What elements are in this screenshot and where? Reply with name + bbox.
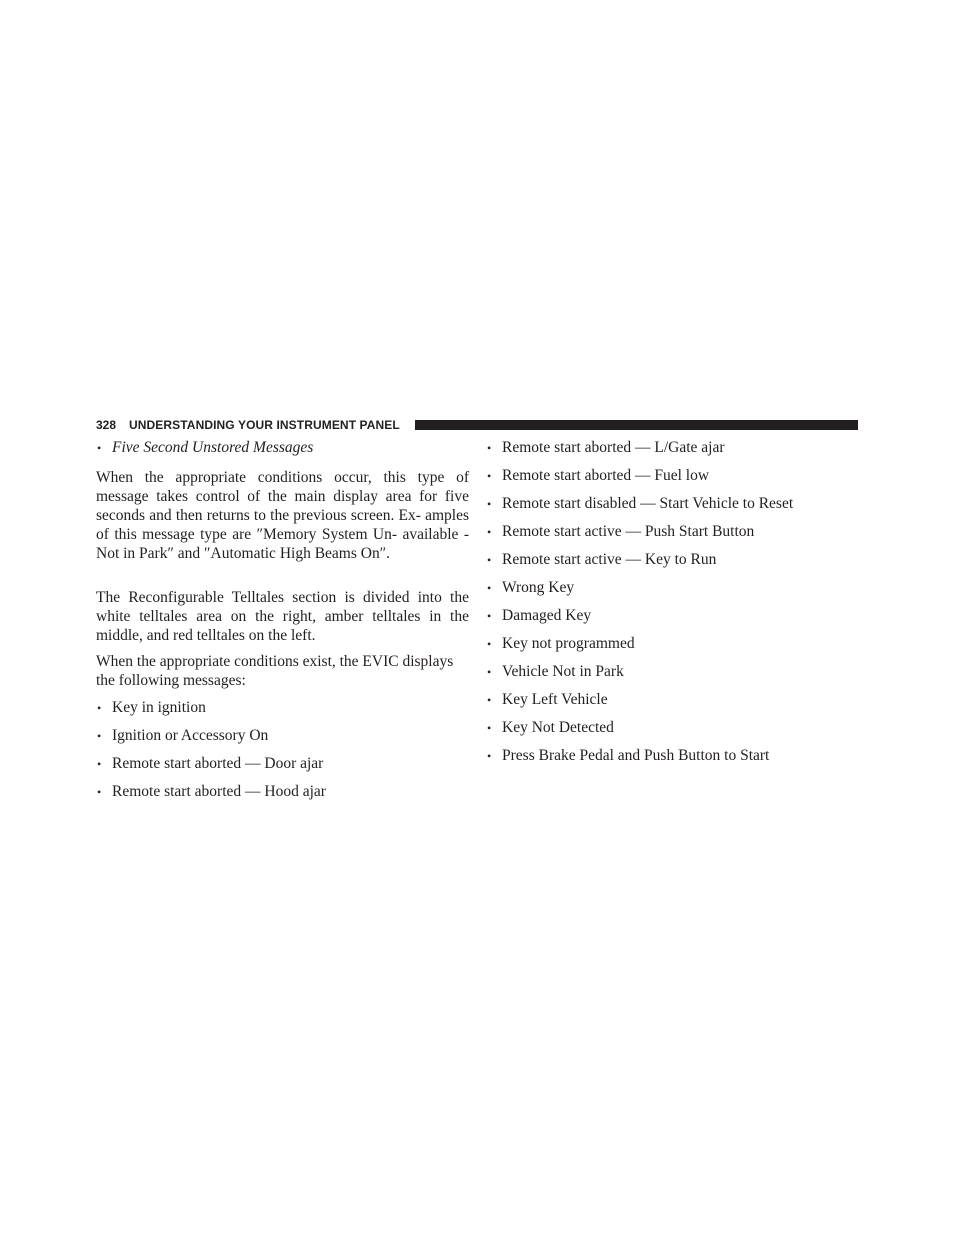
left-message-list <box>96 697 469 809</box>
header-rule-bar <box>415 420 858 430</box>
bullet-icon: • <box>487 609 492 623</box>
subheading: Five Second Unstored Messages <box>112 439 314 456</box>
list-item: • Key not programmed <box>486 633 858 661</box>
list-item: • Vehicle Not in Park <box>486 661 858 689</box>
bullet-icon: • <box>97 441 102 455</box>
paragraph-evic-displays: When the appropriate conditions exist, the EVIC displays the following messages: <box>96 653 454 689</box>
list-item: • Remote start active — Key to Run <box>486 549 858 577</box>
list-item: • Key in ignition <box>96 697 469 725</box>
left-column <box>96 437 469 809</box>
list-item: • Remote start disabled — Start Vehicle to Reset <box>486 493 858 521</box>
list-item: • Remote start aborted — Door ajar <box>96 753 469 781</box>
page-number: 328 <box>96 418 117 432</box>
paragraph-unstored-messages: When the appropriate conditions occur, this type of message takes control of the main display area for five seconds and then returns to the previous screen. Ex- amples of this message type are ″Memory System Un- available - Not in Park″ and ″Automatic High Beams On″. <box>96 469 469 562</box>
section-title: UNDERSTANDING YOUR INSTRUMENT PANEL <box>129 418 400 432</box>
bullet-icon: • <box>487 665 492 679</box>
bullet-icon: • <box>487 721 492 735</box>
bullet-icon: • <box>487 441 492 455</box>
bullet-icon: • <box>487 469 492 483</box>
list-item: • Key Not Detected <box>486 717 858 745</box>
list-item: • Press Brake Pedal and Push Button to Start <box>486 745 858 773</box>
list-item: • Remote start aborted — Hood ajar <box>96 781 469 809</box>
subheading-item <box>96 437 469 459</box>
page-header <box>96 417 858 433</box>
bullet-icon: • <box>487 693 492 707</box>
bullet-icon: • <box>487 497 492 511</box>
bullet-icon: • <box>97 785 102 799</box>
bullet-icon: • <box>487 525 492 539</box>
bullet-icon: • <box>487 581 492 595</box>
list-item: • Key Left Vehicle <box>486 689 858 717</box>
subheading-list <box>96 437 469 459</box>
list-item: • Remote start aborted — L/Gate ajar <box>486 437 858 465</box>
paragraph-telltales: The Reconfigurable Telltales section is divided into the white telltales area on the right, amber telltales in the middle, and red telltales on the left. <box>96 589 469 644</box>
bullet-icon: • <box>487 749 492 763</box>
right-message-list <box>486 437 858 773</box>
bullet-icon: • <box>97 701 102 715</box>
list-item: • Remote start active — Push Start Button <box>486 521 858 549</box>
list-item: • Ignition or Accessory On <box>96 725 469 753</box>
bullet-icon: • <box>97 729 102 743</box>
bullet-icon: • <box>487 637 492 651</box>
list-item: • Wrong Key <box>486 577 858 605</box>
bullet-icon: • <box>487 553 492 567</box>
list-item: • Remote start aborted — Fuel low <box>486 465 858 493</box>
list-item: • Damaged Key <box>486 605 858 633</box>
bullet-icon: • <box>97 757 102 771</box>
right-column <box>486 437 858 773</box>
